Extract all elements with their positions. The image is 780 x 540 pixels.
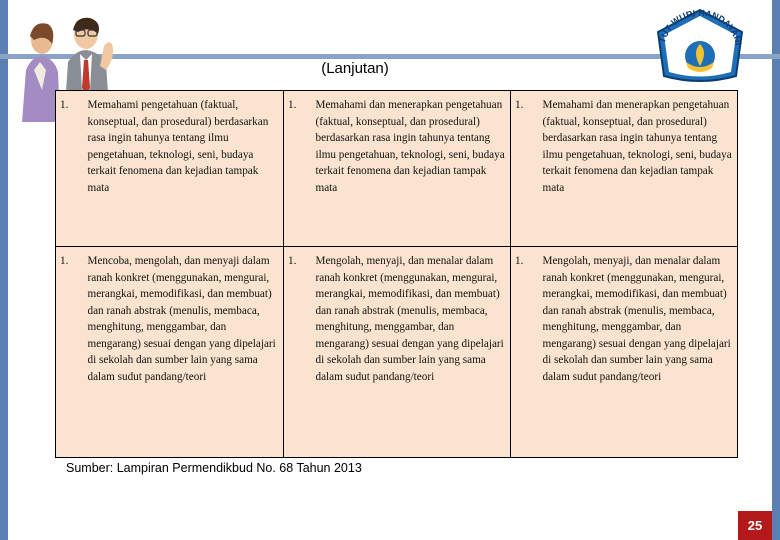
tut-wuri-handayani-logo-icon [646,6,754,86]
row1-col3-number: 1. [511,91,539,247]
row2-col1-number: 1. [56,247,84,458]
row2-col2-number: 1. [284,247,312,458]
slide-subtitle: (Lanjutan) [321,60,389,77]
row2-col1-text: Mencoba, mengolah, dan menyaji dalam ranah konkret (menggunakan, mengurai, merangkai, memodifikasi, dan membuat) dan ranah abstrak (menulis, membaca, menghitung, menggambar, dan mengarang) sesuai dengan yang dipelajari di sekolah dan sumber lain yang sama dalam sudut pandang/teori [84,247,284,458]
table-row [56,91,738,247]
page-number-badge: 25 [738,511,772,540]
left-frame-bar [0,0,8,540]
logo-ring-text: TUT WURI HANDAYANI [656,7,744,47]
competency-table [55,90,738,458]
row2-col2-text: Mengolah, menyaji, dan menalar dalam ranah konkret (menggunakan, mengurai, merangkai, memodifikasi, dan membuat) dan ranah abstrak (menulis, membaca, menghitung, menggambar, dan mengarang) sesuai dengan yang dipelajari di sekolah dan sumber lain yang sama dalam sudut pandang/teori [312,247,511,458]
row1-col2-text: Memahami dan menerapkan pengetahuan (faktual, konseptual, dan prosedural) berdasarkan rasa ingin tahunya tentang ilmu pengetahuan, teknologi, seni, budaya terkait fenomena dan kejadian tampak mata [312,91,511,247]
row1-col2-number: 1. [284,91,312,247]
row1-col3-text: Memahami dan menerapkan pengetahuan (faktual, konseptual, dan prosedural) berdasarkan rasa ingin tahunya tentang ilmu pengetahuan, teknologi, seni, budaya terkait fenomena dan kejadian tampak mata [539,91,738,247]
row1-col1-text: Memahami pengetahuan (faktual, konseptual, dan prosedural) berdasarkan rasa ingin tahunya tentang ilmu pengetahuan, teknologi, seni, budaya terkait fenomena dan kejadian tampak mata [84,91,284,247]
source-caption: Sumber: Lampiran Permendikbud No. 68 Tahun 2013 [66,461,362,475]
right-frame-bar [772,0,780,540]
row2-col3-text: Mengolah, menyaji, dan menalar dalam ranah konkret (menggunakan, mengurai, merangkai, memodifikasi, dan membuat) dan ranah abstrak (menulis, membaca, menghitung, menggambar, dan mengarang) sesuai dengan yang dipelajari di sekolah dan sumber lain yang sama dalam sudut pandang/teori [539,247,738,458]
row1-col1-number: 1. [56,91,84,247]
row2-col3-number: 1. [511,247,539,458]
table-row [56,247,738,458]
